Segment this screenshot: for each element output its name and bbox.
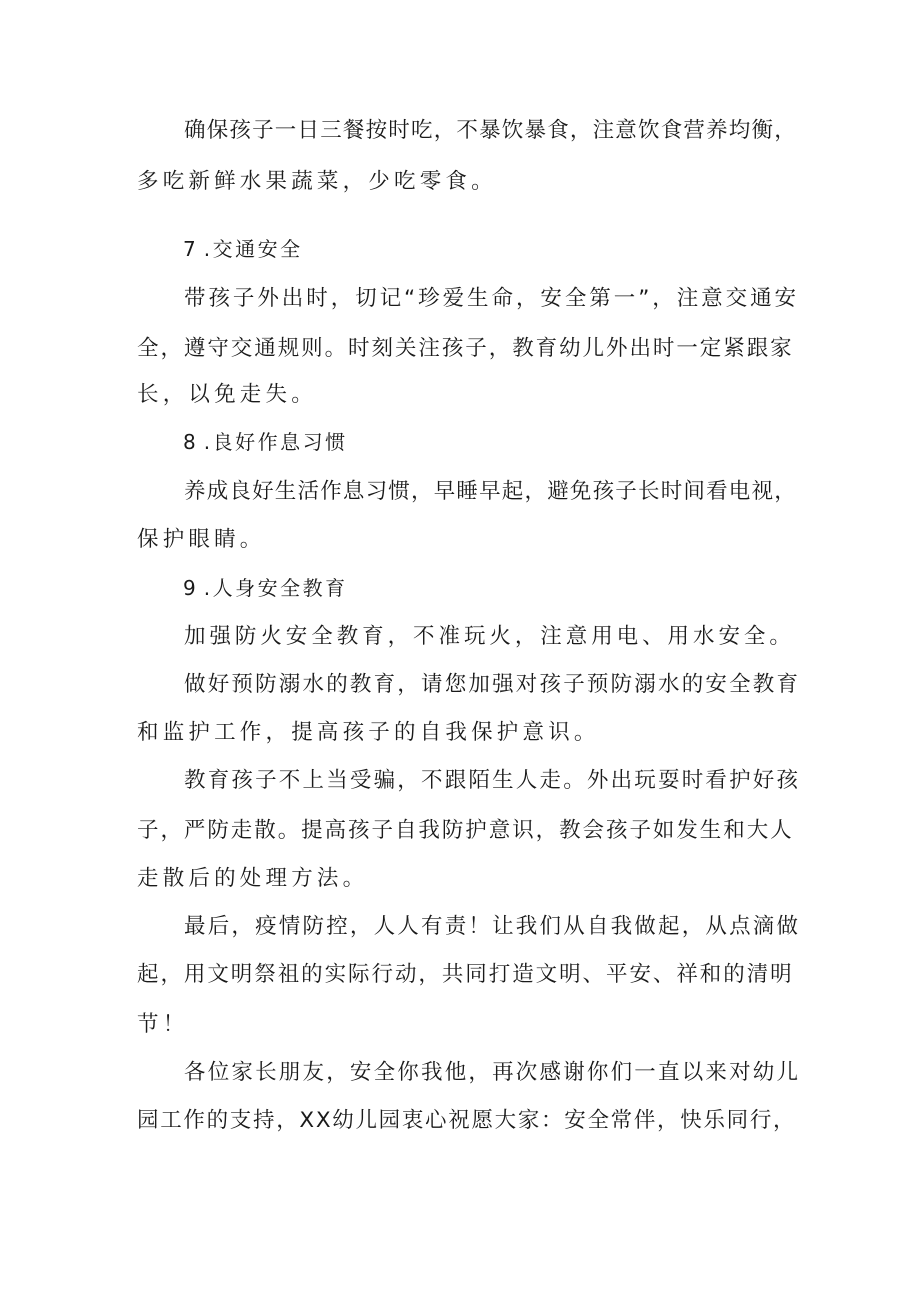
section-number: 9 [183, 576, 204, 600]
section-title: .人身安全教育 [203, 576, 348, 600]
paragraph-line: 各位家长朋友，安全你我他，再次感谢你们一直以来对幼儿 [184, 1060, 801, 1085]
paragraph-line: 走散后的处理方法。 [137, 866, 369, 891]
paragraph-line: 节！ [137, 1012, 189, 1037]
section-title: .交通安全 [203, 237, 303, 261]
paragraph-line: 做好预防溺水的教育，请您加强对孩子预防溺水的安全教育 [184, 672, 801, 697]
paragraph-line: 起，用文明祭祖的实际行动，共同打造文明、平安、祥和的清明 [137, 962, 794, 987]
paragraph-line: 子，严防走散。提高孩子自我防护意识，教会孩子如发生和大人 [137, 818, 794, 843]
paragraph-line: 保护眼睛。 [137, 527, 266, 552]
paragraph-line: 教育孩子不上当受骗，不跟陌生人走。外出玩耍时看护好孩 [184, 768, 801, 793]
paragraph-line: 长，以免走失。 [137, 382, 317, 407]
paragraph-line: 园工作的支持，XX幼儿园衷心祝愿大家：安全常伴，快乐同行， [137, 1108, 797, 1133]
paragraph-line: 和监护工作，提高孩子的自我保护意识。 [137, 720, 600, 745]
paragraph-line: 加强防火安全教育，不准玩火，注意用电、用水安全。 [184, 624, 795, 649]
paragraph-line: 养成良好生活作息习惯，早睡早起，避免孩子长时间看电视， [184, 479, 797, 504]
paragraph-line: 最后，疫情防控，人人有责！让我们从自我做起，从点滴做 [184, 914, 801, 939]
paragraph-line: 确保孩子一日三餐按时吃，不暴饮暴食，注意饮食营养均衡， [184, 118, 797, 143]
section-heading-7 [183, 235, 303, 263]
paragraph-line: 带孩子外出时，切记“珍爱生命，安全第一”，注意交通安 [184, 286, 799, 311]
paragraph-line: 多吃新鲜水果蔬菜，少吃零食。 [137, 169, 497, 194]
section-title: .良好作息习惯 [203, 430, 348, 454]
section-number: 7 [183, 237, 204, 261]
section-heading-8 [183, 428, 348, 456]
section-heading-9 [183, 574, 348, 602]
section-number: 8 [183, 430, 204, 454]
paragraph-line: 全，遵守交通规则。时刻关注孩子，教育幼儿外出时一定紧跟家 [137, 336, 794, 361]
